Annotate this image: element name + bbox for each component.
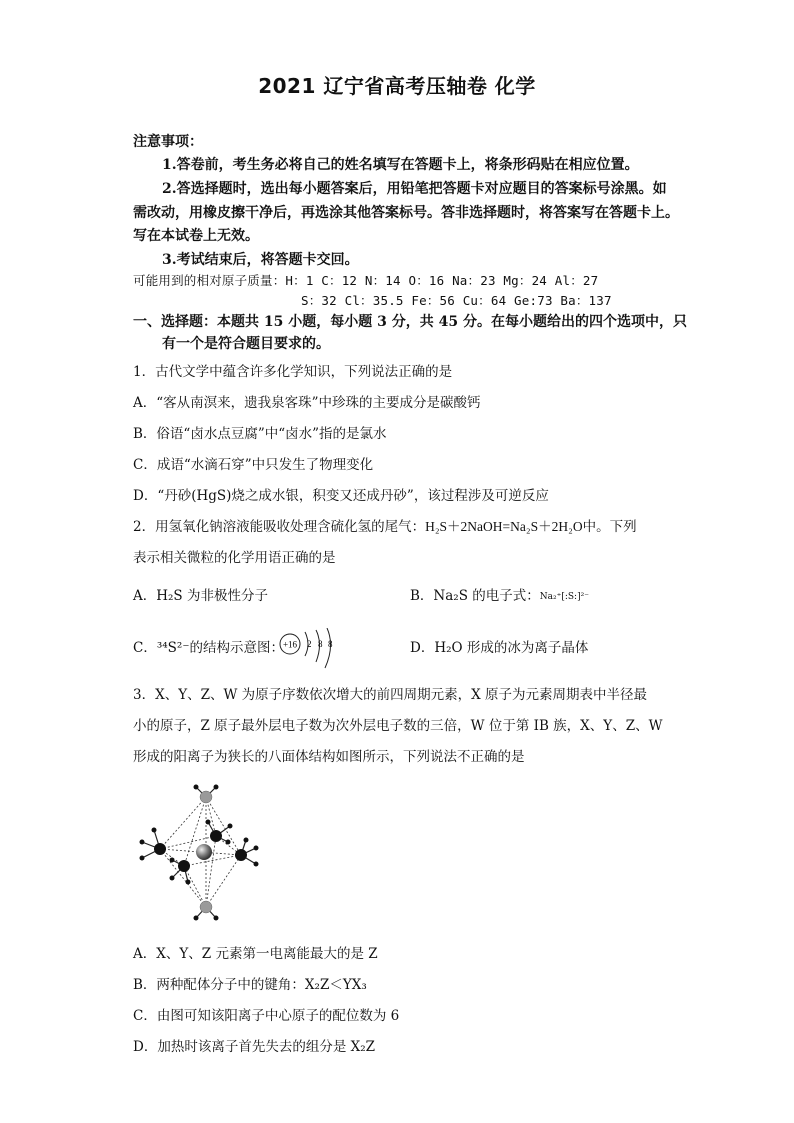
sulfide-ion-structure-diagram bbox=[278, 628, 348, 672]
q2-option-b bbox=[410, 584, 589, 604]
q3-option-b: B．两种配体分子中的键角：X₂Z＜YX₃ bbox=[133, 977, 367, 993]
q2-option-a: A．H₂S 为非极性分子 bbox=[133, 588, 268, 604]
q1-option-a: A．“客从南溟来，遗我泉客珠”中珍珠的主要成分是碳酸钙 bbox=[133, 395, 481, 411]
atomic-masses-line-1: 可能用到的相对原子质量：H：1 C：12 N：14 O：16 Na：23 Mg：24 Al：27 bbox=[133, 273, 599, 288]
notice-heading: 注意事项： bbox=[133, 134, 203, 150]
q2-option-b-formula: Na₂⁺[:S:]²⁻ bbox=[539, 592, 589, 602]
q2-equation: H₂S＋2NaOH=Na₂S＋2H₂O bbox=[425, 519, 583, 534]
q2-stem-line-1 bbox=[133, 515, 637, 535]
q2-stem-post: 中。下列 bbox=[582, 519, 637, 535]
q2-stem-pre: 2．用氢氧化钠溶液能吸收处理含硫化氢的尾气： bbox=[133, 519, 426, 535]
atomic-masses-line-2: S：32 Cl：35.5 Fe：56 Cu：64 Ge:73 Ba：137 bbox=[301, 293, 612, 308]
q1-stem: 1．古代文学中蕴含许多化学知识，下列说法正确的是 bbox=[133, 364, 453, 380]
page-title: 2021 辽宁省高考压轴卷 化学 bbox=[258, 74, 536, 98]
section-1-heading-line-2: 有一个是符合题目要求的。 bbox=[162, 336, 330, 352]
q2-option-d: D．H₂O 形成的冰为离子晶体 bbox=[410, 640, 589, 656]
q3-option-c: C．由图可知该阳离子中心原子的配位数为 6 bbox=[133, 1008, 400, 1024]
q3-stem-line-1: 3．X、Y、Z、W 为原子序数依次增大的前四周期元素，X 原子为元素周期表中半径最 bbox=[133, 687, 648, 703]
notice-item-2-line-2: 需改动，用橡皮擦干净后，再选涂其他答案标号。答非选择题时，将答案写在答题卡上。 bbox=[133, 205, 679, 221]
q2-option-b-label: B．Na₂S 的电子式： bbox=[410, 588, 540, 604]
q3-stem-line-3: 形成的阳离子为狭长的八面体结构如图所示，下列说法不正确的是 bbox=[133, 749, 525, 765]
notice-item-2-line-1: 2.答选择题时，选出每小题答案后，用铅笔把答题卡对应题目的答案标号涂黑。如 bbox=[162, 181, 667, 197]
octahedral-cation-diagram bbox=[128, 782, 268, 927]
q1-option-c: C．成语“水滴石穿”中只发生了物理变化 bbox=[133, 457, 374, 473]
notice-item-1: 1.答卷前，考生务必将自己的姓名填写在答题卡上，将条形码贴在相应位置。 bbox=[162, 157, 639, 173]
nucleus-charge: +16 bbox=[282, 639, 298, 650]
shell-3-electrons: 8 bbox=[328, 639, 333, 649]
q3-option-d: D．加热时该离子首先失去的组分是 X₂Z bbox=[133, 1039, 376, 1055]
q2-stem-line-2: 表示相关微粒的化学用语正确的是 bbox=[133, 550, 336, 566]
q3-stem-line-2: 小的原子，Z 原子最外层电子数为次外层电子数的三倍，W 位于第 IB 族，X、Y、Z、W bbox=[133, 718, 663, 734]
q3-option-a: A．X、Y、Z 元素第一电离能最大的是 Z bbox=[133, 946, 378, 962]
shell-2-electrons: 8 bbox=[318, 639, 323, 649]
shell-1-electrons: 2 bbox=[307, 639, 312, 649]
q1-option-b: B．俗语“卤水点豆腐”中“卤水”指的是氯水 bbox=[133, 426, 387, 442]
q2-option-c-label: C．³⁴S²⁻的结构示意图： bbox=[133, 640, 284, 656]
notice-item-2-line-3: 写在本试卷上无效。 bbox=[133, 228, 259, 244]
notice-item-3: 3.考试结束后，将答题卡交回。 bbox=[162, 252, 359, 268]
q1-option-d: D．“丹砂(HgS)烧之成水银，积变又还成丹砂”，该过程涉及可逆反应 bbox=[133, 488, 549, 504]
section-1-heading-line-1: 一、选择题：本题共 15 小题，每小题 3 分，共 45 分。在每小题给出的四个选项中，只 bbox=[133, 314, 687, 330]
